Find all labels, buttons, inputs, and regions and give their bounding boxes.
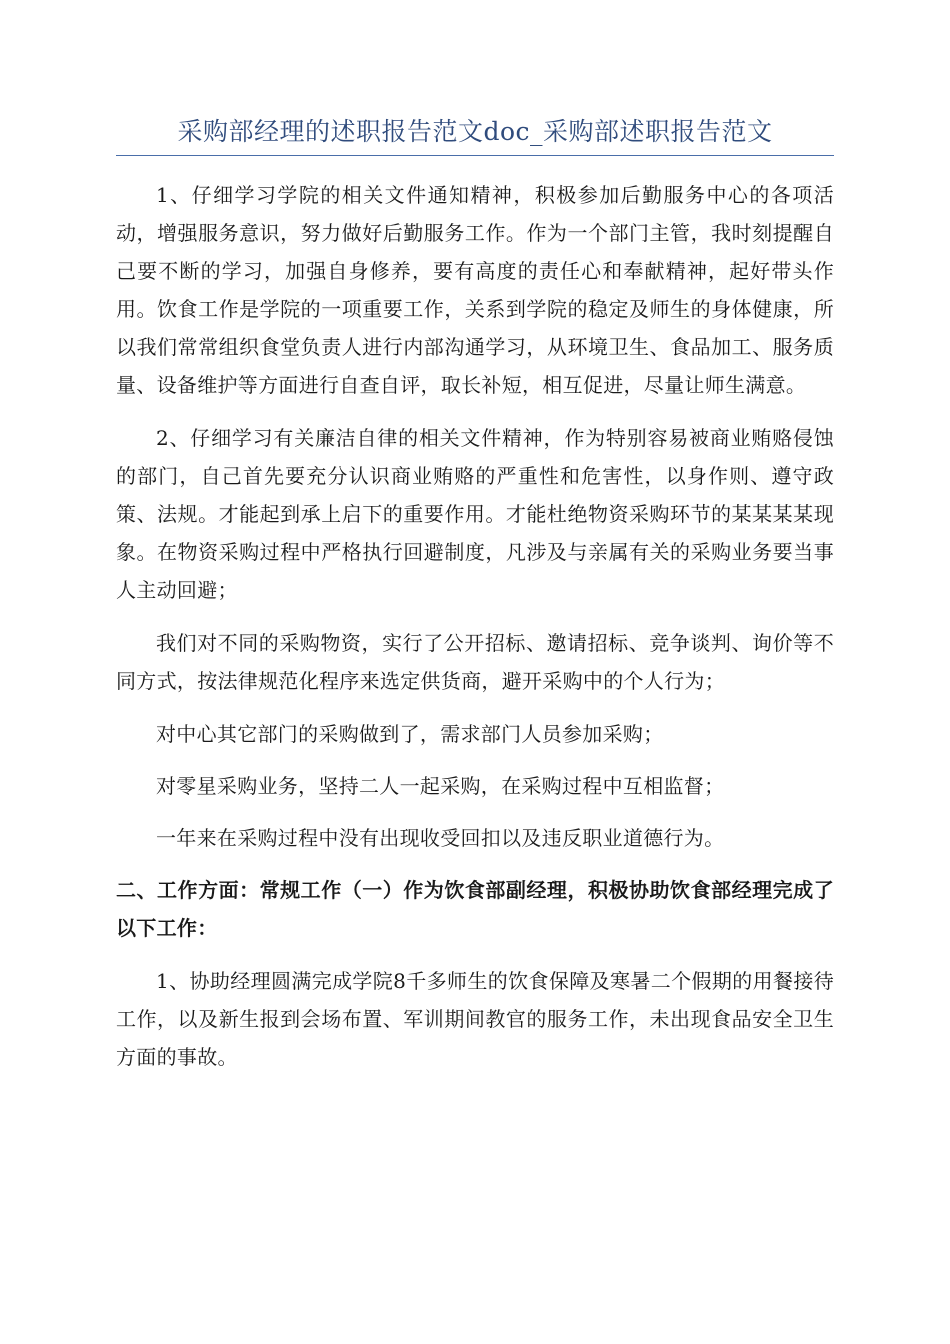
section-heading: 二、工作方面：常规工作（一）作为饮食部副经理，积极协助饮食部经理完成了以下工作： (116, 878, 834, 940)
paragraph-1: 1、仔细学习学院的相关文件通知精神，积极参加后勤服务中心的各项活动，增强服务意识，努力做好后勤服务工作。作为一个部门主管，我时刻提醒自己要不断的学习，加强自身修养，要有高度的责任心和奉献精神，起好带头作用。饮食工作是学院的一项重要工作，关系到学院的稳定及师生的身体健康，所以我们常常组织食堂负责人进行内部沟通学习，从环境卫生、食品加工、服务质量、设备维护等方面进行自查自评，取长补短，相互促进，尽量让师生满意。 (116, 183, 834, 397)
paragraph-4: 对中心其它部门的采购做到了，需求部门人员参加采购； (156, 722, 664, 746)
page-title: 采购部经理的述职报告范文doc_采购部述职报告范文 (177, 117, 773, 146)
paragraph-3: 我们对不同的采购物资，实行了公开招标、邀请招标、竞争谈判、询价等不同方式，按法律规范化程序来选定供货商，避开采购中的个人行为； (116, 631, 834, 693)
paragraph-2: 2、仔细学习有关廉洁自律的相关文件精神，作为特别容易被商业贿赂侵蚀的部门，自己首先要充分认识商业贿赂的严重性和危害性，以身作则、遵守政策、法规。才能起到承上启下的重要作用。才能杜绝物资采购环节的某某某某现象。在物资采购过程中严格执行回避制度，凡涉及与亲属有关的采购业务要当事人主动回避； (116, 426, 834, 602)
paragraph-6: 一年来在采购过程中没有出现收受回扣以及违反职业道德行为。 (156, 826, 725, 850)
paragraph-7: 1、协助经理圆满完成学院8千多师生的饮食保障及寒暑二个假期的用餐接待工作，以及新生报到会场布置、军训期间教官的服务工作，未出现食品安全卫生方面的事故。 (116, 969, 834, 1069)
title-underline (116, 155, 834, 156)
document-body (116, 176, 834, 1091)
paragraph-5: 对零星采购业务，坚持二人一起采购，在采购过程中互相监督； (156, 774, 725, 798)
